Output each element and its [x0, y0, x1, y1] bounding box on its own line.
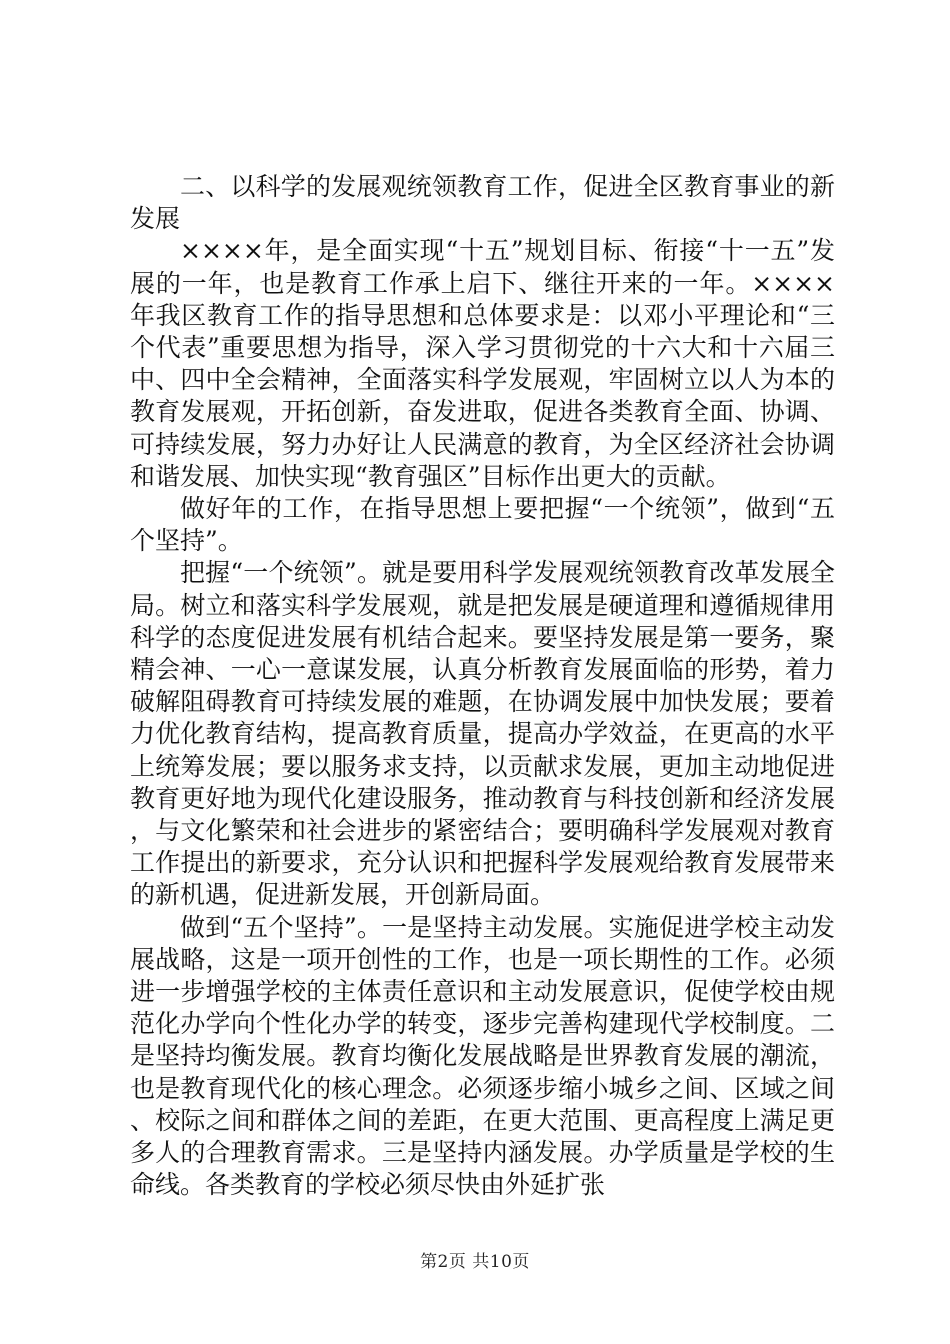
paragraph-guiding-ideology: ××××年，是全面实现“十五”规划目标、衔接“十一五”发展的一年，也是教育工作承上启下、继往开来的一年。××××年我区教育工作的指导思想和总体要求是：以邓小平理论和“三个代表”重要思想为指导，深入学习贯彻党的十六大和十六届三中、四中全会精神，全面落实科学发展观，牢固树立以人为本的教育发展观，开拓创新，奋发进取，促进各类教育全面、协调、可持续发展，努力办好让人民满意的教育，为全区经济社会协调和谐发展、加快实现“教育强区”目标作出更大的贡献。	[130, 236, 835, 491]
page-footer: 第2页 共10页	[420, 1252, 530, 1272]
paragraph-five-persist: 做到“五个坚持”。一是坚持主动发展。实施促进学校主动发展战略，这是一项开创性的工作，也是一项长期性的工作。必须进一步增强学校的主体责任意识和主动发展意识，促使学校由规范化办学向个性化办学的转变，逐步完善构建现代学校制度。二是坚持均衡发展。教育均衡化发展战略是世界教育发展的潮流，也是教育现代化的核心理念。必须逐步缩小城乡之间、区域之间、校际之间和群体之间的差距，在更大范围、更高程度上满足更多人的合理教育需求。三是坚持内涵发展。办学质量是学校的生命线。各类教育的学校必须尽快由外延扩张	[130, 912, 835, 1200]
section-heading: 二、以科学的发展观统领教育工作，促进全区教育事业的新发展	[130, 172, 835, 234]
paragraph-one-lead: 把握“一个统领”。就是要用科学发展观统领教育改革发展全局。树立和落实科学发展观，就是把发展是硬道理和遵循规律用科学的态度促进发展有机结合起来。要坚持发展是第一要务，聚精会神、一心一意谋发展，认真分析教育发展面临的形势，着力破解阻碍教育可持续发展的难题，在协调发展中加快发展；要着力优化教育结构，提高教育质量，提高办学效益，在更高的水平上统筹发展；要以服务求支持，以贡献求发展，更加主动地促进教育更好地为现代化建设服务，推动教育与科技创新和经济发展，与文化繁荣和社会进步的紧密结合；要明确科学发展观对教育工作提出的新要求，充分认识和把握科学发展观给教育发展带来的新机遇，促进新发展，开创新局面。	[130, 558, 835, 910]
paragraph-one-lead-five-persist: 做好年的工作，在指导思想上要把握“一个统领”，做到“五个坚持”。	[130, 494, 835, 556]
document-body	[130, 171, 835, 1202]
